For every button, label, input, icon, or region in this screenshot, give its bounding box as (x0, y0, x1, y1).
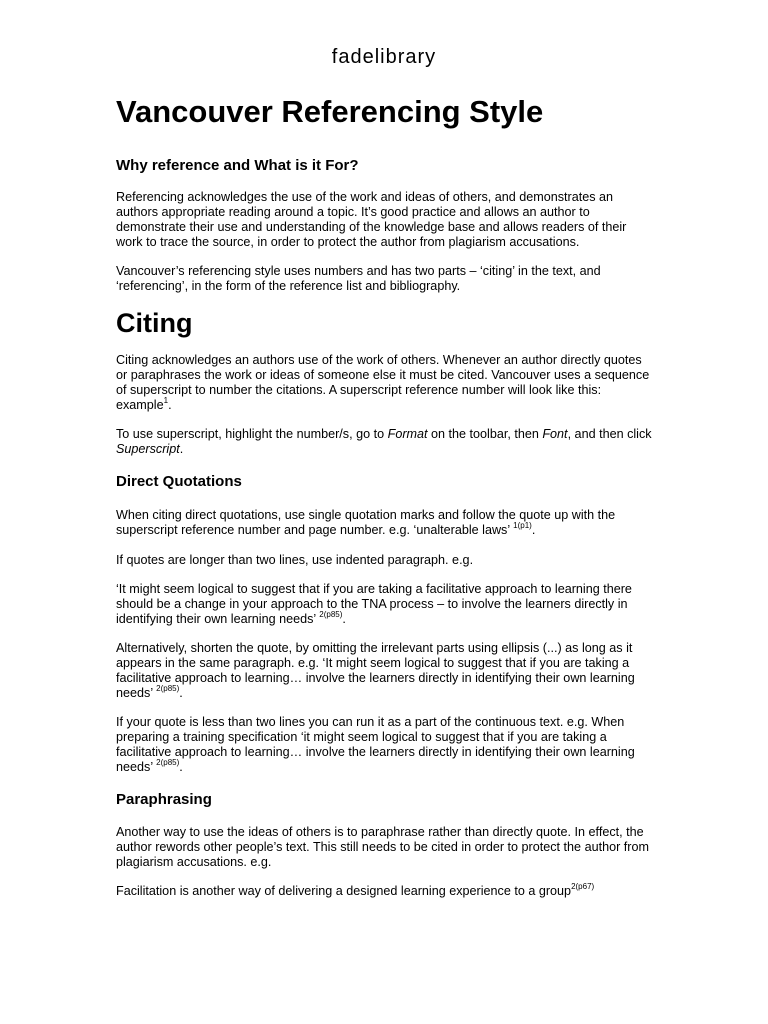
direct-paragraph-5: If your quote is less than two lines you can run it as a part of the continuous text. e.g. When preparing a training specification ‘it might seem logical to suggest that if you are taking a facilitative approach to learning… involve the learners directly in identifying their own learning needs’ $^{2(p85)}$. (116, 715, 635, 774)
brand-header: fadelibrary (331, 46, 437, 68)
why-paragraph-1: Referencing acknowledges the use of the work and ideas of others, and demonstrates an authors appropriate reading around a topic. It’s good practice and allows an author to demonstrate their use and understanding of the knowledge base and allows readers of their work to trace the source, in order to protect the author from plagiarism accusations. (116, 190, 627, 249)
citing-paragraph-1: Citing acknowledges an authors use of the work of others. Whenever an author directly quotes or paraphrases the work or ideas of someone else it must be cited. Vancouver uses a sequence of superscript to number the citations. A superscript reference number will look like this: example$^1$. (116, 353, 650, 412)
citing-paragraph-2: To use superscript, highlight the number/s, go to Format on the toolbar, then Font, and then click Superscript. (116, 427, 652, 456)
direct-paragraph-3: ‘It might seem logical to suggest that if you are taking a facilitative approach to learning there should be a change in your approach to the TNA process – to involve the learners directly in identifying their own learning needs’ $^{2(p85)}$. (116, 582, 632, 626)
direct-paragraph-4: Alternatively, shorten the quote, by omitting the irrelevant parts using ellipsis (...) as long as it appears in the same paragraph. e.g. ‘It might seem logical to suggest that if you are taking a facilitative approach to learning… involve the learners directly in identifying their own learning needs’ $^{2(p85)}$. (116, 641, 635, 700)
why-paragraph-2: Vancouver’s referencing style uses numbers and has two parts – ‘citing’ in the text, and ‘referencing’, in the form of the reference list and bibliography. (116, 264, 601, 293)
direct-paragraph-1: When citing direct quotations, use single quotation marks and follow the quote up with the superscript reference number and page number. e.g. ‘unalterable laws’ $^{1(p1)}$. (116, 508, 616, 537)
superscript-ref: 2(p85) (156, 758, 180, 767)
citing-heading: Citing (116, 308, 193, 338)
paraphrasing-heading: Paraphrasing (116, 791, 212, 808)
superscript-ref: 2(p85) (319, 610, 343, 619)
superscript-ref: 1(p1) (513, 521, 532, 530)
why-heading: Why reference and What is it For? (116, 157, 359, 174)
superscript-ref: 2(p85) (156, 684, 180, 693)
page-title: Vancouver Referencing Style (116, 94, 544, 129)
superscript-ref: 1 (163, 396, 169, 405)
direct-quotations-heading: Direct Quotations (116, 473, 242, 490)
paraphrasing-paragraph-2: Facilitation is another way of delivering a designed learning experience to a group$^{2(p67)}$ (116, 882, 595, 898)
superscript-ref: 2(p67) (571, 882, 595, 891)
direct-paragraph-2: If quotes are longer than two lines, use indented paragraph. e.g. (116, 553, 474, 567)
paraphrasing-paragraph-1: Another way to use the ideas of others is to paraphrase rather than directly quote. In effect, the author rewords other people’s text. This still needs to be cited in order to protect the author from plagiarism accusations. e.g. (116, 825, 649, 869)
